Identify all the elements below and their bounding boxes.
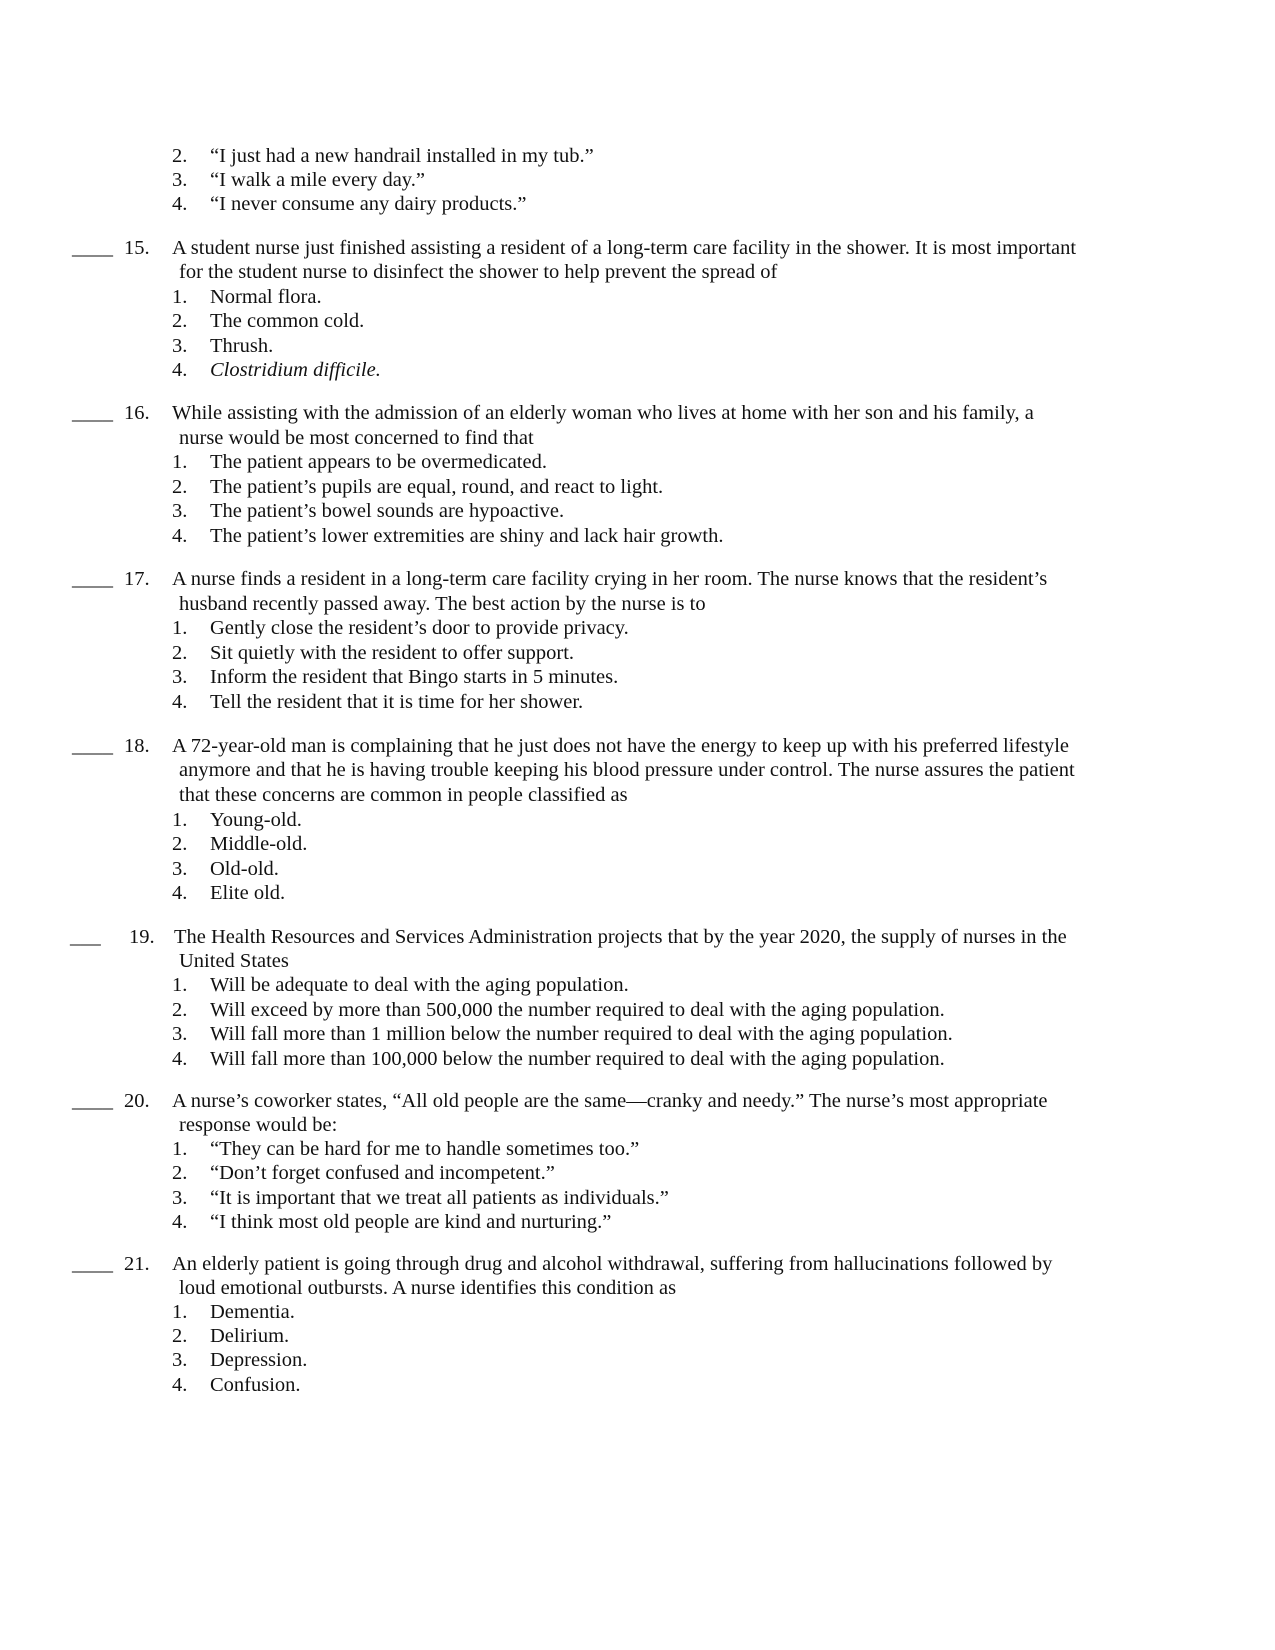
- option-text: The patient’s bowel sounds are hypoactive.: [210, 500, 565, 522]
- question-stem: A student nurse just finished assisting a resident of a long-term care facility in the shower. It is most important: [172, 237, 1077, 259]
- option-number: 3.: [172, 1187, 188, 1209]
- option-number: 4.: [172, 193, 188, 215]
- option-number: 2.: [172, 833, 188, 855]
- option-text: Normal flora.: [210, 286, 322, 308]
- question-stem: A nurse finds a resident in a long-term care facility crying in her room. The nurse knows that the resident’s: [172, 568, 1048, 590]
- option-text: Depression.: [210, 1349, 308, 1371]
- question-stem: response would be:: [179, 1114, 338, 1136]
- option-text: Gently close the resident’s door to provide privacy.: [210, 617, 629, 639]
- option-text: Sit quietly with the resident to offer support.: [210, 642, 575, 664]
- option-number: 2.: [172, 1325, 188, 1347]
- option-number: 3.: [172, 1349, 188, 1371]
- question-stem: for the student nurse to disinfect the shower to help prevent the spread of: [179, 261, 778, 283]
- option-text: “I never consume any dairy products.”: [210, 193, 527, 215]
- option-number: 1.: [172, 1138, 188, 1160]
- question-number: 21.: [124, 1253, 150, 1275]
- option-number: 1.: [172, 617, 188, 639]
- option-text: Elite old.: [210, 882, 286, 904]
- option-text: Delirium.: [210, 1325, 290, 1347]
- option-number: 3.: [172, 335, 188, 357]
- option-number: 4.: [172, 525, 188, 547]
- question-stem: A nurse’s coworker states, “All old people are the same—cranky and needy.” The nurse’s most appropriate: [172, 1090, 1048, 1112]
- option-number: 4.: [172, 1048, 188, 1070]
- option-text: Will fall more than 100,000 below the number required to deal with the aging population.: [210, 1048, 945, 1070]
- question-number: 16.: [124, 402, 150, 424]
- option-text: The common cold.: [210, 310, 365, 332]
- option-text: Confusion.: [210, 1374, 301, 1396]
- option-number: 3.: [172, 169, 188, 191]
- option-text: Old-old.: [210, 858, 279, 880]
- option-number: 1.: [172, 974, 188, 996]
- question-stem: The Health Resources and Services Administration projects that by the year 2020, the supply of nurses in the: [174, 926, 1067, 948]
- option-text: “I just had a new handrail installed in my tub.”: [210, 145, 594, 167]
- option-text: Will exceed by more than 500,000 the number required to deal with the aging population.: [210, 999, 945, 1021]
- answer-blank[interactable]: ____: [72, 237, 113, 259]
- option-text: Middle-old.: [210, 833, 308, 855]
- option-number: 3.: [172, 858, 188, 880]
- option-number: 2.: [172, 1162, 188, 1184]
- option-number: 3.: [172, 500, 188, 522]
- option-number: 4.: [172, 1211, 188, 1233]
- question-stem: that these concerns are common in people classified as: [179, 784, 628, 806]
- option-text: The patient’s lower extremities are shiny and lack hair growth.: [210, 525, 724, 547]
- option-text: Thrush.: [210, 335, 274, 357]
- answer-blank[interactable]: ____: [72, 402, 113, 424]
- answer-blank[interactable]: ____: [72, 1090, 113, 1112]
- option-number: 4.: [172, 882, 188, 904]
- option-text: Young-old.: [210, 809, 302, 831]
- question-stem: loud emotional outbursts. A nurse identifies this condition as: [179, 1277, 677, 1299]
- option-number: 4.: [172, 691, 188, 713]
- option-text: Inform the resident that Bingo starts in 5 minutes.: [210, 666, 619, 688]
- answer-blank[interactable]: ___: [70, 926, 101, 948]
- option-text: “It is important that we treat all patients as individuals.”: [210, 1187, 669, 1209]
- question-number: 18.: [124, 735, 150, 757]
- option-text: The patient appears to be overmedicated.: [210, 451, 547, 473]
- option-text: Dementia.: [210, 1301, 295, 1323]
- question-stem: United States: [179, 950, 289, 972]
- option-text: “They can be hard for me to handle sometimes too.”: [210, 1138, 640, 1160]
- option-text: Tell the resident that it is time for her shower.: [210, 691, 584, 713]
- question-stem: A 72-year-old man is complaining that he just does not have the energy to keep up with his preferred lifestyle: [172, 735, 1069, 757]
- option-text: “I think most old people are kind and nurturing.”: [210, 1211, 612, 1233]
- option-text: “Don’t forget confused and incompetent.”: [210, 1162, 555, 1184]
- answer-blank[interactable]: ____: [72, 735, 113, 757]
- option-number: 2.: [172, 999, 188, 1021]
- question-number: 17.: [124, 568, 150, 590]
- question-number: 20.: [124, 1090, 150, 1112]
- option-text: Will be adequate to deal with the aging population.: [210, 974, 629, 996]
- question-stem: anymore and that he is having trouble keeping his blood pressure under control. The nurse assures the patient: [179, 759, 1075, 781]
- option-text: Will fall more than 1 million below the number required to deal with the aging population.: [210, 1023, 953, 1045]
- option-number: 2.: [172, 476, 188, 498]
- question-stem: While assisting with the admission of an elderly woman who lives at home with her son and his family, a: [172, 402, 1034, 424]
- answer-blank[interactable]: ____: [72, 1253, 113, 1275]
- option-number: 1.: [172, 286, 188, 308]
- question-stem: husband recently passed away. The best action by the nurse is to: [179, 593, 706, 615]
- option-number: 1.: [172, 451, 188, 473]
- option-number: 3.: [172, 1023, 188, 1045]
- option-number: 2.: [172, 642, 188, 664]
- option-number: 2.: [172, 310, 188, 332]
- option-number: 3.: [172, 666, 188, 688]
- option-number: 1.: [172, 1301, 188, 1323]
- option-number: 2.: [172, 145, 188, 167]
- option-text: Clostridium difficile.: [210, 359, 381, 381]
- question-number: 19.: [129, 926, 155, 948]
- question-stem: nurse would be most concerned to find that: [179, 427, 534, 449]
- option-number: 1.: [172, 809, 188, 831]
- option-text: “I walk a mile every day.”: [210, 169, 425, 191]
- question-stem: An elderly patient is going through drug and alcohol withdrawal, suffering from hallucinations followed by: [172, 1253, 1053, 1275]
- question-number: 15.: [124, 237, 150, 259]
- answer-blank[interactable]: ____: [72, 568, 113, 590]
- option-number: 4.: [172, 1374, 188, 1396]
- option-number: 4.: [172, 359, 188, 381]
- option-text: The patient’s pupils are equal, round, and react to light.: [210, 476, 664, 498]
